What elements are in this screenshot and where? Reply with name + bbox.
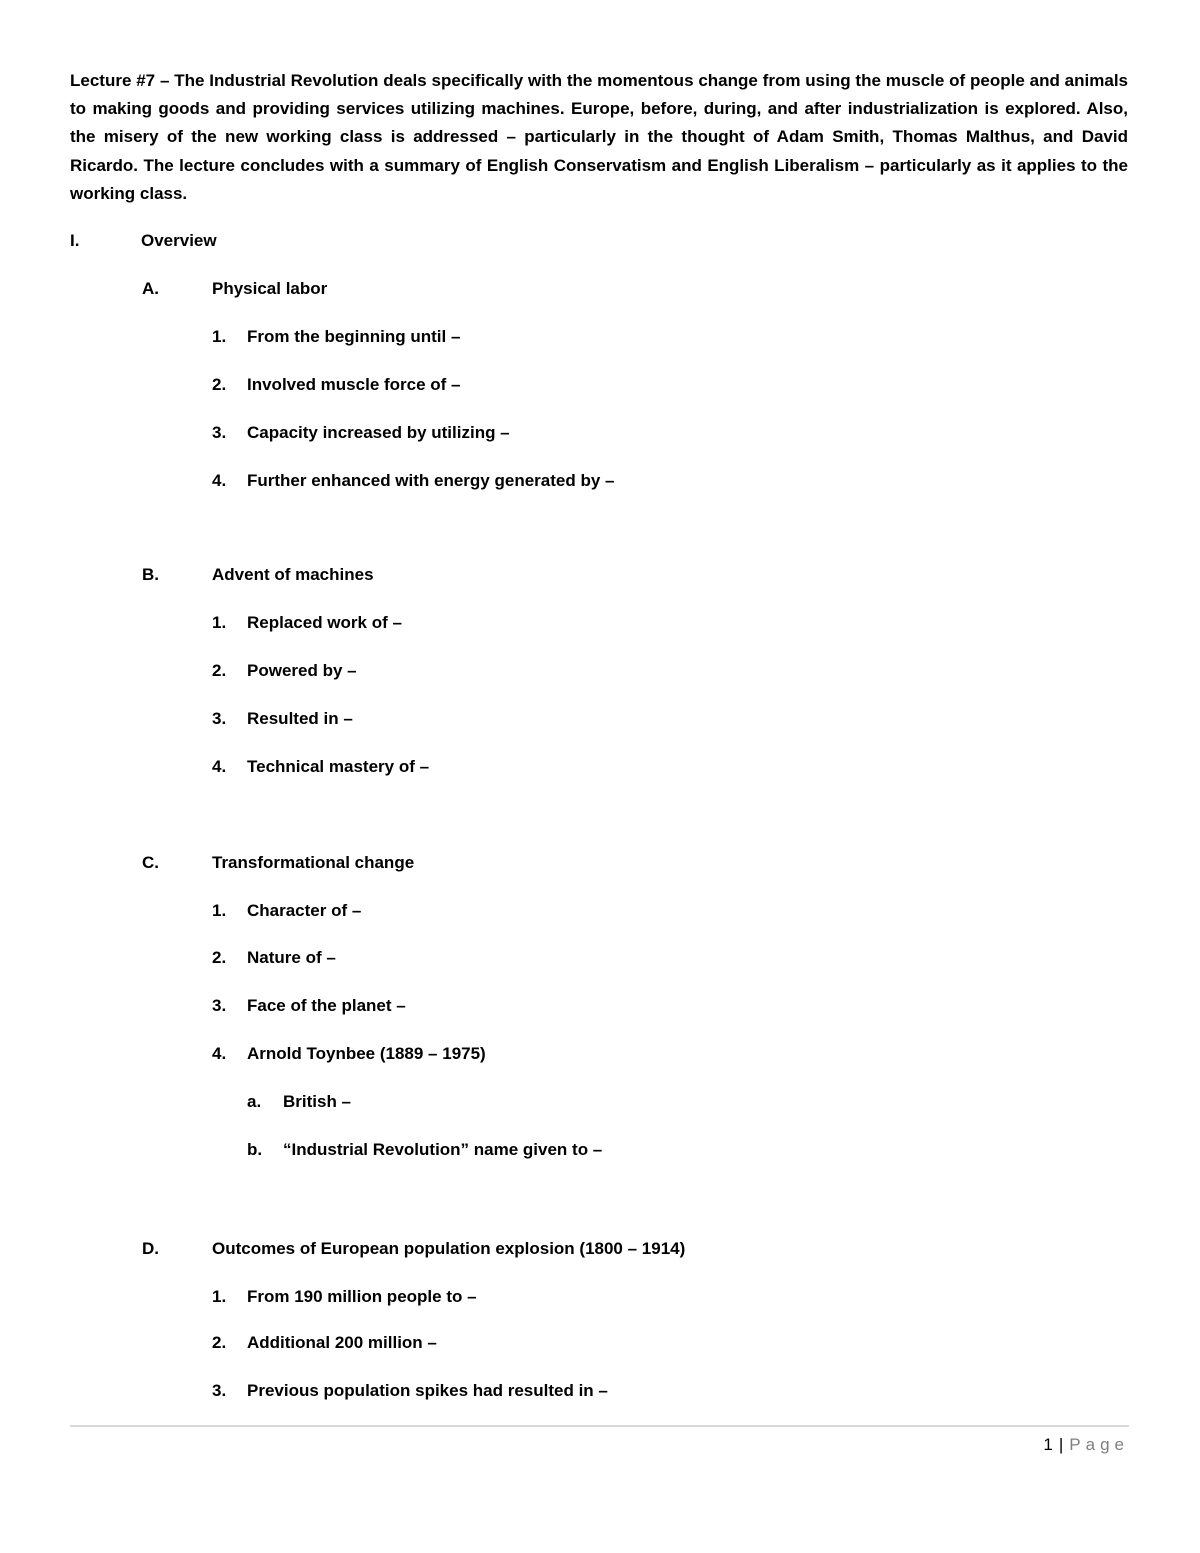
outline-item-text: Capacity increased by utilizing – [247,423,510,442]
outline-item-number: 2. [212,375,227,394]
outline-heading-title: Transformational change [212,853,415,872]
outline-heading-letter: B. [142,565,159,584]
outline-item-number: 3. [212,423,227,442]
page-separator: | [1058,1435,1064,1454]
outline-subitem-letter: a. [247,1092,262,1111]
outline-heading-letter: D. [142,1239,159,1258]
outline-heading-title: Outcomes of European population explosion (1800 – 1914) [212,1239,686,1258]
outline-item-text: Arnold Toynbee (1889 – 1975) [247,1044,486,1063]
outline-item-number: 3. [212,709,227,728]
outline-item-text: Technical mastery of – [247,757,430,776]
outline-item-number: 2. [212,1333,227,1352]
outline-item-number: 2. [212,948,227,967]
outline-item-text: Replaced work of – [247,613,402,632]
outline-section-title: Overview [141,231,217,250]
outline-item-number: 1. [212,901,227,920]
outline-item-number: 1. [212,613,227,632]
outline-item-number: 4. [212,1044,227,1063]
outline-heading-letter: A. [142,279,159,298]
outline-item-text: Powered by – [247,661,357,680]
outline-item-number: 3. [212,996,227,1015]
page-label: Page [1069,1435,1129,1454]
outline-heading-title: Advent of machines [212,565,374,584]
outline-item-text: Previous population spikes had resulted in – [247,1381,608,1400]
outline-subitem-letter: b. [247,1140,263,1159]
outline-subitem-text: British – [283,1092,352,1111]
outline-subitem-text: “Industrial Revolution” name given to – [283,1140,603,1159]
outline-item-text: From the beginning until – [247,327,461,346]
outline-heading-title: Physical labor [212,279,328,298]
outline-item-text: Nature of – [247,948,336,967]
outline-item-text: Additional 200 million – [247,1333,437,1352]
outline-item-text: Further enhanced with energy generated by – [247,471,615,490]
outline-section-number: I. [70,231,80,250]
outline-item-number: 2. [212,661,227,680]
outline-item-text: From 190 million people to – [247,1287,477,1306]
outline-item-text: Character of – [247,901,362,920]
page-number: 1 [1043,1435,1053,1454]
outline-item-text: Resulted in – [247,709,353,728]
footer-divider [70,1425,1129,1427]
outline-item-text: Face of the planet – [247,996,406,1015]
outline-heading-letter: C. [142,853,159,872]
outline-item-number: 1. [212,327,227,346]
outline-item-number: 4. [212,757,227,776]
outline-item-text: Involved muscle force of – [247,375,461,394]
outline-item-number: 3. [212,1381,227,1400]
outline-item-number: 4. [212,471,227,490]
lecture-intro-paragraph: Lecture #7 – The Industrial Revolution deals specifically with the momentous change from using the muscle of people and animals to making goods and providing services utilizing machines. Europe, before, during, and after industrialization is explored. Also, the misery of the new working class is addressed – particularly in the thought of Adam Smith, Thomas Malthus, and David Ricardo. The lecture concludes with a summary of English Conservatism and English Liberalism – particularly as it applies to the working class. [70,71,1128,203]
page-footer [1043,1433,1129,1457]
outline-item-number: 1. [212,1287,227,1306]
